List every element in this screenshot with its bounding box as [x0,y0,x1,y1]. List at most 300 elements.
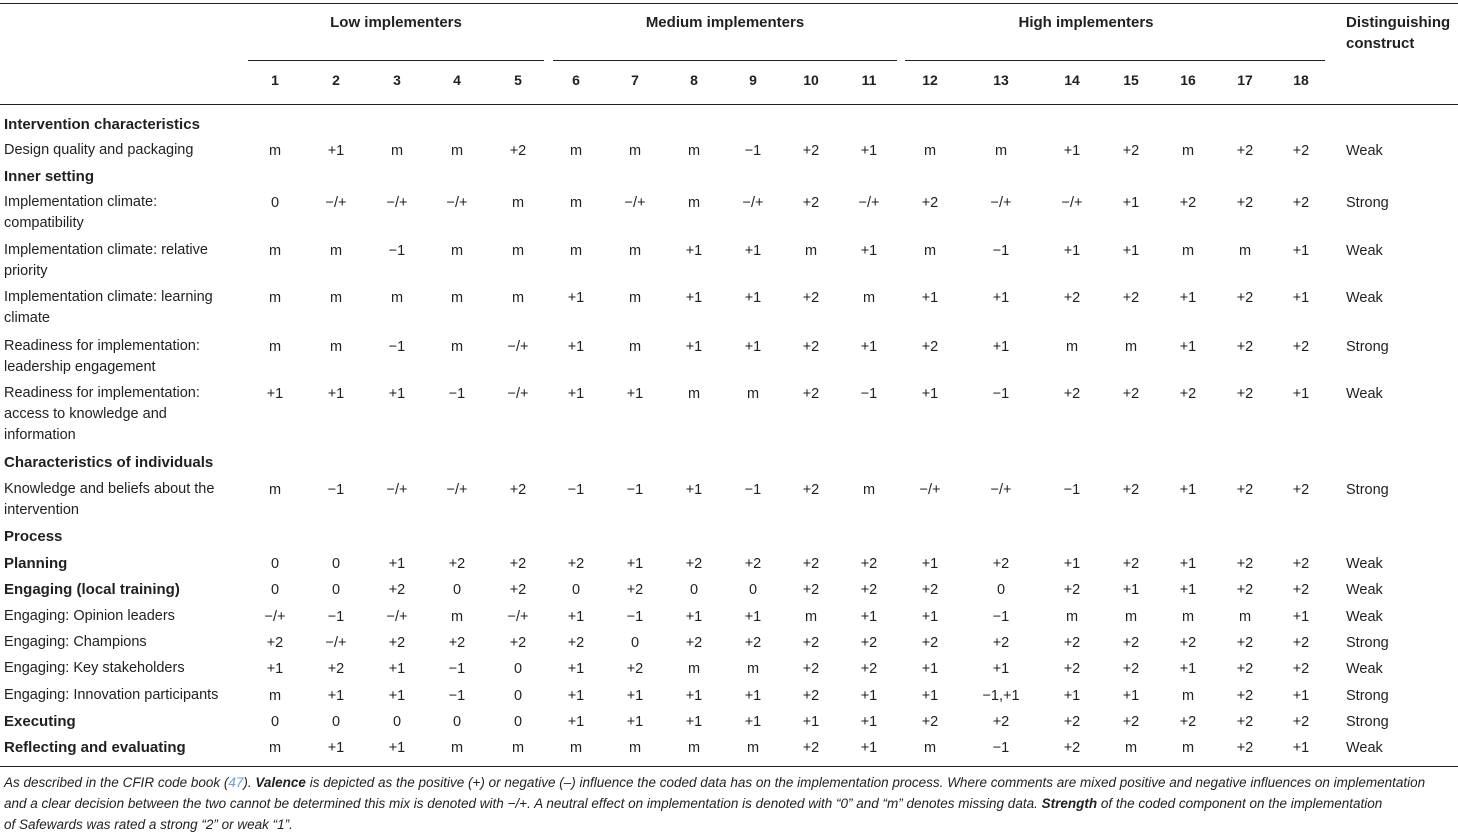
table-cell: +2 [1179,386,1197,402]
table-cell: +2 [448,635,466,651]
footnote-valence-term: Valence [255,775,306,790]
table-cell: 0 [452,582,462,598]
table-cell: +1 [626,714,644,730]
table-cell: +2 [1063,582,1081,598]
column-number: 5 [514,72,522,88]
table-cell: +2 [1122,290,1140,306]
table-cell: +1 [744,290,762,306]
table-cell: −/+ [507,386,529,402]
table-cell: m [569,740,583,756]
table-cell: m [1124,609,1138,625]
footnote-text-c: is depicted as the positive (+) or negative (–) influence the coded data has on the implementation process. Where comments are mixed positive and negative influences on implementation [305,775,1426,790]
column-number: 1 [271,72,279,88]
column-number: 16 [1180,72,1196,88]
row-label: climate [4,310,50,326]
table-cell: +2 [802,195,820,211]
table-cell: 0 [513,714,523,730]
table-cell: −1 [448,661,466,677]
table-cell: +2 [921,714,939,730]
table-cell: −/+ [507,609,529,625]
column-number: 3 [393,72,401,88]
table-cell: +2 [860,661,878,677]
table-top-rule [0,3,1458,4]
table-cell: m [268,688,282,704]
table-cell: m [746,661,760,677]
row-label: Readiness for implementation: [4,338,200,354]
column-number: 8 [690,72,698,88]
table-cell: −1 [567,482,585,498]
table-cell: +1 [1063,243,1081,259]
table-cell: +1 [1179,661,1197,677]
table-cell: +2 [744,556,762,572]
row-label: access to knowledge and [4,406,167,422]
table-cell: m [628,740,642,756]
table-cell: m [628,290,642,306]
table-cell: +1 [567,386,585,402]
table-cell: −/+ [990,482,1012,498]
table-cell: +1 [802,714,820,730]
table-cell: +2 [802,635,820,651]
table-cell: +1 [1122,582,1140,598]
table-cell: +2 [992,556,1010,572]
table-cell: +2 [1063,386,1081,402]
table-cell: +1 [992,290,1010,306]
table-cell: −1 [388,339,406,355]
table-cell: +2 [626,661,644,677]
table-cell: m [569,243,583,259]
table-cell: +2 [1292,661,1310,677]
table-cell: +1 [626,556,644,572]
table-cell: +2 [992,635,1010,651]
table-cell: +1 [992,339,1010,355]
strength-value: Weak [1346,740,1383,756]
table-cell: +1 [860,339,878,355]
table-cell: +2 [1236,740,1254,756]
table-cell: +2 [1063,635,1081,651]
table-cell: +1 [1292,386,1310,402]
table-cell: 0 [331,582,341,598]
strength-value: Strong [1346,339,1389,355]
table-cell: m [268,290,282,306]
table-cell: −/+ [1061,195,1083,211]
table-cell: +2 [802,143,820,159]
table-cell: +1 [921,386,939,402]
table-cell: +1 [1292,688,1310,704]
column-number: 17 [1237,72,1253,88]
table-cell: −1 [327,609,345,625]
table-cell: +1 [921,688,939,704]
footnote-text-e: of the coded component on the implementation [1097,796,1383,811]
table-cell: +1 [327,386,345,402]
table-cell: m [450,740,464,756]
table-cell: m [1181,143,1195,159]
table-cell: +1 [388,688,406,704]
table-cell: +2 [1236,386,1254,402]
table-cell: +2 [1179,635,1197,651]
table-cell: m [804,243,818,259]
table-cell: +1 [744,688,762,704]
strength-value: Weak [1346,609,1383,625]
table-cell: m [268,243,282,259]
table-cell: +1 [1292,243,1310,259]
table-cell: +2 [266,635,284,651]
table-cell: −1 [744,143,762,159]
row-label: Knowledge and beliefs about the [4,481,215,497]
table-cell: 0 [270,714,280,730]
table-cell: m [1181,688,1195,704]
table-cell: +1 [744,339,762,355]
table-cell: +1 [567,714,585,730]
table-cell: −1 [388,243,406,259]
table-cell: +1 [744,609,762,625]
table-cell: −/+ [624,195,646,211]
table-cell: 0 [571,582,581,598]
table-cell: +2 [626,582,644,598]
table-cell: +2 [1063,290,1081,306]
table-cell: +2 [1179,195,1197,211]
column-number: 9 [749,72,757,88]
column-number: 10 [803,72,819,88]
table-cell: +2 [1292,339,1310,355]
table-cell: m [746,740,760,756]
table-cell: m [450,339,464,355]
table-cell: +1 [567,290,585,306]
column-number: 15 [1123,72,1139,88]
column-number: 13 [993,72,1009,88]
table-cell: +1 [685,290,703,306]
table-cell: 0 [748,582,758,598]
table-cell: +2 [860,582,878,598]
table-cell: m [994,143,1008,159]
table-cell: +1 [1063,556,1081,572]
table-cell: +2 [802,556,820,572]
table-cell: +1 [1122,195,1140,211]
strength-value: Weak [1346,556,1383,572]
table-cell: +2 [802,386,820,402]
table-cell: +2 [448,556,466,572]
table-cell: +1 [388,661,406,677]
table-cell: −1 [992,740,1010,756]
table-cell: +1 [860,609,878,625]
table-cell: +2 [921,195,939,211]
row-label: priority [4,263,48,279]
table-cell: m [628,143,642,159]
row-label: Design quality and packaging [4,142,194,158]
table-cell: +1 [327,143,345,159]
table-cell: +1 [921,609,939,625]
group-header-low: Low implementers [330,14,462,31]
table-cell: m [746,386,760,402]
table-cell: +2 [1236,714,1254,730]
table-cell: m [1181,740,1195,756]
table-cell: +2 [1236,143,1254,159]
footnote-text-a: As described in the CFIR code book ( [4,775,229,790]
table-cell: +2 [1292,143,1310,159]
footnote-reference-link[interactable]: 47 [228,775,244,790]
table-cell: +1 [1179,582,1197,598]
table-cell: +1 [1122,243,1140,259]
table-cell: +2 [327,661,345,677]
table-cell: +2 [509,635,527,651]
table-cell: +2 [860,635,878,651]
footnote-line-1 [4,772,1425,793]
table-cell: +1 [567,688,585,704]
column-number: 14 [1064,72,1080,88]
table-cell: −1 [626,609,644,625]
table-cell: +1 [1179,290,1197,306]
table-cell: m [804,609,818,625]
table-cell: 0 [331,714,341,730]
table-cell: +1 [327,740,345,756]
row-label: Reflecting and evaluating [4,739,186,756]
table-cell: m [1065,609,1079,625]
table-cell: +2 [1236,661,1254,677]
table-cell: −/+ [742,195,764,211]
table-cell: +2 [567,635,585,651]
table-cell: m [628,339,642,355]
table-cell: +2 [802,582,820,598]
table-cell: −1 [1063,482,1081,498]
table-cell: m [511,740,525,756]
strength-value: Weak [1346,243,1383,259]
table-cell: m [1181,243,1195,259]
table-cell: +2 [1292,195,1310,211]
table-cell: +2 [802,482,820,498]
strength-value: Strong [1346,482,1389,498]
row-label: Implementation climate: relative [4,242,208,258]
row-label: information [4,427,76,443]
table-cell: m [329,290,343,306]
table-cell: +1 [685,243,703,259]
table-cell: +1 [860,740,878,756]
strength-value: Weak [1346,143,1383,159]
table-cell: +2 [1122,143,1140,159]
table-cell: −1 [626,482,644,498]
table-cell: +2 [1292,714,1310,730]
table-cell: 0 [270,582,280,598]
table-cell: −/+ [386,195,408,211]
section-heading: Process [4,528,63,545]
table-cell: +2 [1063,661,1081,677]
table-cell: +2 [509,556,527,572]
table-cell: m [1181,609,1195,625]
table-cell: +1 [388,556,406,572]
section-heading: Inner setting [4,168,95,185]
group-header-medium: Medium implementers [645,14,805,31]
table-cell: m [923,740,937,756]
footnote-text-f: of Safewards was rated a strong “2” or weak “1”. [4,817,293,832]
group-rule-high [905,60,1325,61]
column-number: 11 [861,72,877,88]
table-cell: −1,+1 [982,688,1020,704]
table-cell: 0 [689,582,699,598]
table-cell: m [923,243,937,259]
table-cell: +2 [1236,339,1254,355]
row-label: Implementation climate: learning [4,289,213,305]
table-cell: m [390,143,404,159]
table-cell: m [450,609,464,625]
table-cell: +2 [509,143,527,159]
table-cell: +1 [327,688,345,704]
table-cell: +1 [1179,556,1197,572]
row-label: Executing [4,713,76,730]
table-cell: −/+ [990,195,1012,211]
table-cell: m [268,143,282,159]
table-cell: +1 [685,714,703,730]
table-cell: +1 [266,661,284,677]
table-cell: −1 [992,609,1010,625]
strength-value: Weak [1346,290,1383,306]
table-cell: m [268,482,282,498]
table-cell: +2 [1122,661,1140,677]
table-cell: +1 [744,243,762,259]
table-cell: +1 [992,661,1010,677]
group-rule-medium [553,60,897,61]
header-bottom-rule [0,104,1458,105]
table-cell: +2 [802,661,820,677]
table-bottom-rule [0,766,1458,767]
table-cell: +1 [626,688,644,704]
table-cell: +1 [1292,609,1310,625]
table-cell: +2 [921,582,939,598]
table-cell: −1 [448,386,466,402]
table-cell: +2 [509,582,527,598]
table-cell: −/+ [446,195,468,211]
table-cell: m [450,143,464,159]
table-cell: m [450,243,464,259]
table-cell: m [687,661,701,677]
table-cell: +2 [802,740,820,756]
table-cell: m [329,243,343,259]
row-label: Planning [4,555,68,572]
table-cell: 0 [452,714,462,730]
table-cell: m [628,243,642,259]
table-cell: 0 [513,688,523,704]
table-cell: m [268,740,282,756]
table-cell: +2 [1063,740,1081,756]
table-cell: m [329,339,343,355]
strength-value: Weak [1346,582,1383,598]
table-cell: +2 [1292,482,1310,498]
footnote-line-3 [4,814,293,835]
table-cell: +1 [1122,688,1140,704]
table-cell: +2 [802,339,820,355]
table-cell: −1 [860,386,878,402]
table-cell: +1 [860,688,878,704]
table-cell: −/+ [325,635,347,651]
table-cell: m [511,290,525,306]
table-cell: +2 [1236,290,1254,306]
table-cell: +1 [1063,688,1081,704]
table-cell: +1 [860,243,878,259]
strength-value: Strong [1346,688,1389,704]
table-cell: m [390,290,404,306]
table-cell: +1 [921,556,939,572]
table-cell: −/+ [264,609,286,625]
table-cell: m [268,339,282,355]
table-cell: m [1238,243,1252,259]
row-label: Engaging: Key stakeholders [4,660,185,676]
table-cell: +2 [1292,582,1310,598]
table-cell: +2 [802,290,820,306]
table-cell: +1 [685,482,703,498]
distinguishing-header-line1: Distinguishing [1346,14,1451,31]
distinguishing-header-line2: construct [1346,35,1415,52]
table-cell: +2 [1122,635,1140,651]
table-cell: +1 [388,386,406,402]
table-cell: +1 [744,714,762,730]
table-cell: +1 [567,609,585,625]
table-cell: +1 [567,661,585,677]
table-cell: m [511,195,525,211]
row-label: Implementation climate: [4,194,158,210]
table-cell: 0 [996,582,1006,598]
row-label: Engaging (local training) [4,581,180,598]
table-cell: −/+ [386,609,408,625]
table-cell: +2 [921,635,939,651]
table-cell: m [569,143,583,159]
table-cell: +2 [992,714,1010,730]
table-cell: −/+ [446,482,468,498]
table-cell: m [687,143,701,159]
table-cell: +2 [744,635,762,651]
row-label: intervention [4,502,79,518]
table-cell: −1 [327,482,345,498]
table-cell: +1 [1292,290,1310,306]
table-cell: m [687,740,701,756]
table-cell: +2 [1122,386,1140,402]
section-heading: Intervention characteristics [4,116,200,133]
table-cell: +1 [921,661,939,677]
table-cell: +2 [1236,556,1254,572]
strength-value: Weak [1346,386,1383,402]
table-cell: +2 [1122,482,1140,498]
column-number: 4 [453,72,461,88]
footnote-text-b: ). [243,775,256,790]
group-header-high: High implementers [1018,14,1154,31]
footnote-line-2 [4,793,1382,814]
table-cell: +2 [802,688,820,704]
footnote-strength-term: Strength [1041,796,1098,811]
table-cell: m [1238,609,1252,625]
strength-value: Strong [1346,635,1389,651]
table-cell: m [1124,339,1138,355]
table-cell: +1 [1292,740,1310,756]
strength-value: Weak [1346,661,1383,677]
table-cell: +1 [860,143,878,159]
table-cell: +2 [1122,556,1140,572]
table-cell: 0 [392,714,402,730]
table-cell: m [1065,339,1079,355]
table-cell: −/+ [919,482,941,498]
column-number: 18 [1293,72,1309,88]
table-cell: −1 [992,386,1010,402]
table-cell: +1 [860,714,878,730]
table-cell: 0 [513,661,523,677]
table-cell: +2 [388,582,406,598]
table-cell: +1 [685,688,703,704]
table-cell: +2 [1122,714,1140,730]
table-cell: +2 [567,556,585,572]
table-cell: +1 [567,339,585,355]
group-rule-low [248,60,544,61]
table-cell: m [862,482,876,498]
table-cell: +2 [1292,635,1310,651]
table-cell: +1 [1179,482,1197,498]
table-cell: 0 [270,195,280,211]
table-cell: −1 [744,482,762,498]
table-cell: +2 [921,339,939,355]
